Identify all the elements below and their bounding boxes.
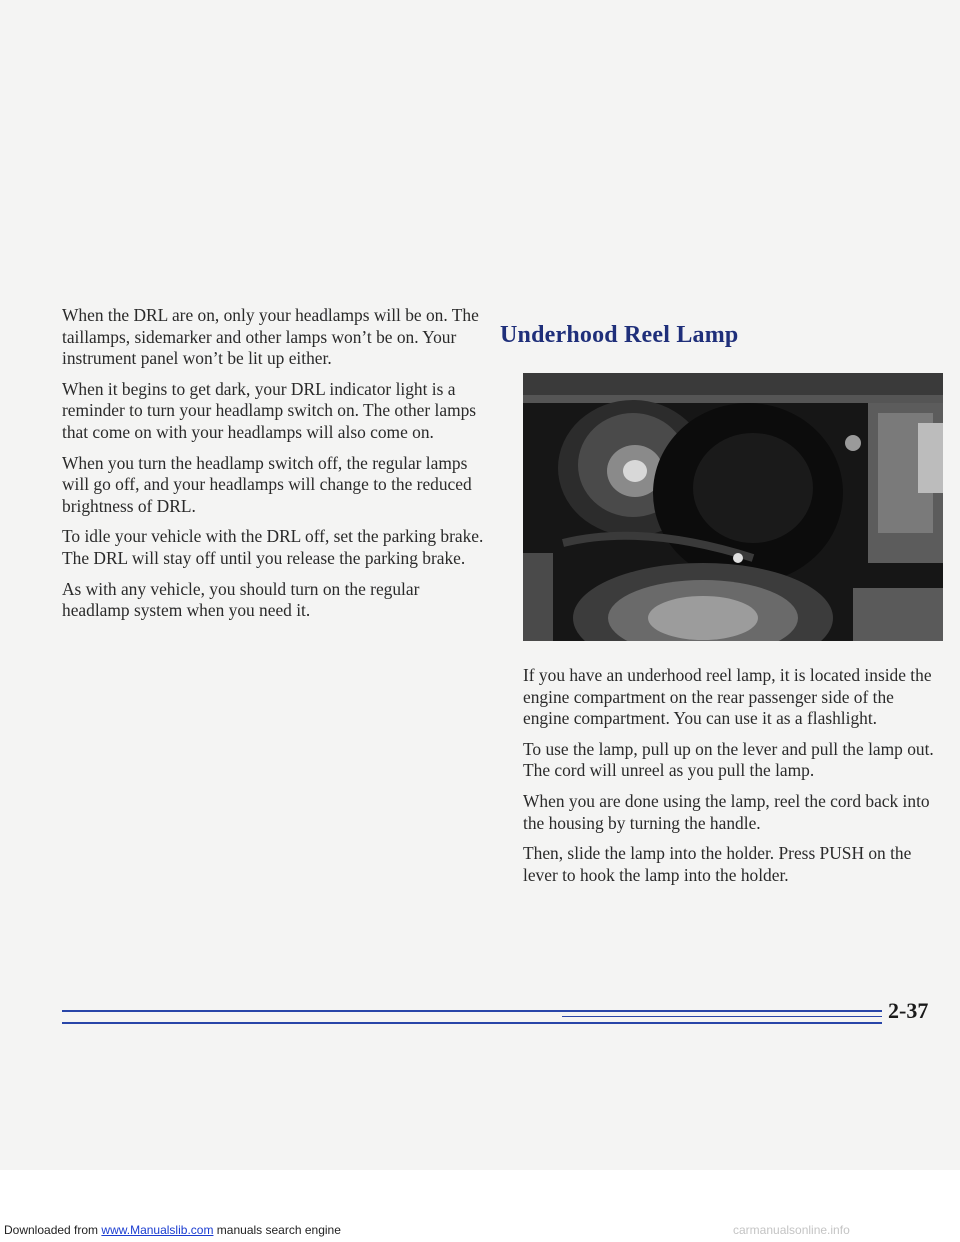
manualslib-link[interactable]: www.Manualslib.com	[101, 1223, 214, 1237]
right-column-text	[523, 665, 943, 886]
page-number: 2-37	[888, 998, 929, 1023]
paragraph-holder: Then, slide the lamp into the holder. Press PUSH on the lever to hook the lamp into the holder.	[523, 843, 912, 885]
paragraph-reel-back: When you are done using the lamp, reel the cord back into the housing by turning the handle.	[523, 790, 930, 833]
footer-suffix: manuals search engine	[216, 1223, 341, 1237]
paragraph-use-lamp: To use the lamp, pull up on the lever and pull the lamp out. The cord will unreel as you pull the lamp.	[523, 738, 934, 781]
paragraph-drl-on: When the DRL are on, only your headlamps will be on. The taillamps, sidemarker and other lamps won’t be on. Your instrument panel won’t be lit up either.	[62, 305, 479, 369]
paragraph-switch-off: When you turn the headlamp switch off, the regular lamps will go off, and your headlamps will change to the reduced brightness of DRL.	[62, 452, 472, 516]
watermark-text: carmanualsonline.info	[733, 1223, 850, 1237]
right-column	[496, 322, 946, 895]
left-column	[62, 305, 487, 631]
page-rule	[62, 1008, 882, 1028]
paragraph-location: If you have an underhood reel lamp, it is located inside the engine compartment on the rear passenger side of the engine compartment. You can use it as a flashlight.	[523, 665, 932, 729]
paragraph-idle: To idle your vehicle with the DRL off, set the parking brake. The DRL will stay off until you release the parking brake.	[62, 526, 484, 568]
reel-lamp-photo	[523, 373, 943, 641]
paragraph-dark: When it begins to get dark, your DRL indicator light is a reminder to turn your headlamp switch on. The other lamps that come on with your headlamps will also come on.	[62, 378, 477, 442]
download-footer	[4, 1223, 341, 1237]
paragraph-regular-headlamp: As with any vehicle, you should turn on the regular headlamp system when you need it.	[62, 578, 420, 621]
footer-prefix: Downloaded from	[4, 1223, 99, 1237]
section-title: Underhood Reel Lamp	[500, 322, 739, 348]
